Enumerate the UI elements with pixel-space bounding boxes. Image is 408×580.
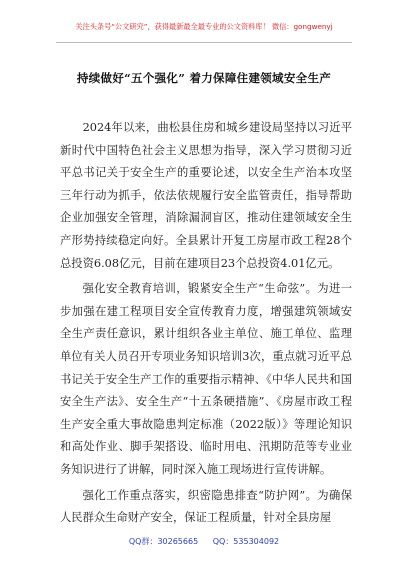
qq-group-number: QQ群：30265665 <box>128 537 199 546</box>
header-banner: 关注头条号“公文研究”，获得最新最全最专业的公文资料库！ 微信：gongwenyj <box>75 22 333 31</box>
paragraph: 2024年以来，曲松县住房和城乡建设局坚持以习近平新时代中国特色社会主义思想为指导，深入学习贯彻习近平总书记关于安全生产的重要论述，以安全生产治本攻坚三年行动为抓手，依法依规履行安全监管责任，指导帮助企业加强安全管理，消除漏洞盲区，推动住建领域安全生产形势持续稳定向好。全县累计开复工房屋市政工程28个总投资6.08亿元，目前在建项目23个总投资4.01亿元。 <box>60 121 352 270</box>
qq-number: QQ：535304092 <box>212 537 280 546</box>
paragraph: 强化安全教育培训，锻紧安全生产“生命弦”。为进一步加强在建工程项目安全宣传教育力度，增强建筑领域安全生产责任意识，累计组织各业主单位、施工单位、监理单位有关人员召开专项业务知识培训3次，重点就习近平总书记关于安全生产工作的重要指示精神、《中华人民共和国安全生产法》、安全生产“十五条硬措施”、《房屋市政工程生产安全重大事故隐患判定标准（2022版）》等理论知识和高处作业、脚手架搭设、临时用电、汛期防范等专业业务知识进行了讲解，同时深入施工现场进行宣传讲解。 <box>60 282 352 476</box>
document-body <box>60 117 352 533</box>
footer-contact <box>0 536 408 547</box>
header-divider <box>56 42 352 43</box>
paragraph: 强化工作重点落实，织密隐患排查“防护网”。为确保人民群众生命财产安全，保证工程质量，针对全县房屋 <box>60 488 352 525</box>
document-title: 持续做好“五个强化” 着力保障住建领域安全生产 <box>76 71 332 85</box>
